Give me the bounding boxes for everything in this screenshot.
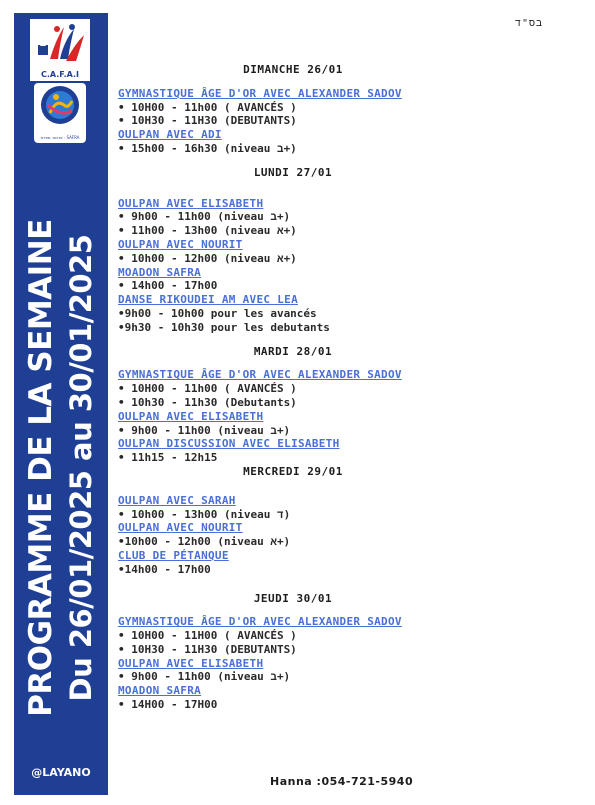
time-slot: • 9h00 - 11h00 (niveau ב+) xyxy=(118,210,291,224)
safra-emblem-icon xyxy=(34,83,86,127)
activity-title[interactable]: OULPAN DISCUSSION AVEC ELISABETH xyxy=(118,437,340,451)
cafai-logo xyxy=(30,19,90,81)
time-slot: • 14h00 - 17h00 xyxy=(118,279,218,293)
time-slot: •10h00 - 12h00 (niveau א+) xyxy=(118,535,291,549)
activity-title[interactable]: GYMNASTIQUE ÂGE D'OR AVEC ALEXANDER SADOV xyxy=(118,368,402,382)
time-slot: •9h30 - 10h30 pour les debutants xyxy=(118,320,330,334)
activity-title[interactable]: OULPAN AVEC ELISABETH xyxy=(118,409,264,423)
day-title: JEUDI 30/01 xyxy=(253,591,333,605)
activity-title[interactable]: OULPAN AVEC ELISABETH xyxy=(118,656,264,670)
cafai-emblem-icon xyxy=(30,19,90,69)
time-slot: • 10h00 - 12h00 (niveau א+) xyxy=(118,251,297,265)
logo-text-2: אדמור ספרא · SAFRA xyxy=(40,135,80,140)
time-slot: • 10h00 - 13h00 (niveau ד) xyxy=(118,507,291,521)
time-slot: • 15h00 - 16h30 (niveau ב+) xyxy=(118,141,297,155)
contact-phone: Hanna :054-721-5940 xyxy=(270,775,414,788)
time-slot: • 10h30 - 11h30 (Debutants) xyxy=(118,395,297,409)
day-title: MERCREDI 29/01 xyxy=(243,464,343,478)
time-slot: • 10H00 - 11h00 ( AVANCÉS ) xyxy=(118,100,297,114)
time-slot: • 10H00 - 11H00 ( AVANCÉS ) xyxy=(118,629,297,643)
schedule xyxy=(118,63,468,712)
time-slot: • 11h00 - 13h00 (niveau א+) xyxy=(118,224,297,238)
time-slot: • 14H00 - 17H00 xyxy=(118,698,218,712)
activity-title[interactable]: OULPAN AVEC ADI xyxy=(118,128,222,142)
time-slot: •9h00 - 10h00 pour les avancés xyxy=(118,306,317,320)
time-slot: •14h00 - 17h00 xyxy=(118,562,211,576)
time-slot: • 9h00 - 11h00 (niveau ב+) xyxy=(118,423,291,437)
time-slot: • 10H30 - 11H30 (DEBUTANTS) xyxy=(118,642,297,656)
time-slot: • 9h00 - 11h00 (niveau ב+) xyxy=(118,670,291,684)
sidebar xyxy=(14,13,108,795)
activity-title[interactable]: GYMNASTIQUE ÂGE D'OR AVEC ALEXANDER SADOV xyxy=(118,615,402,629)
activity-title[interactable]: MOADON SAFRA xyxy=(118,684,202,698)
safra-logo xyxy=(34,83,86,143)
activity-title[interactable]: DANSE RIKOUDEI AM AVEC LEA xyxy=(118,293,298,307)
title-line-2: Du 26/01/2025 au 30/01/2025 xyxy=(64,234,98,702)
activity-title[interactable]: GYMNASTIQUE ÂGE D'OR AVEC ALEXANDER SADOV xyxy=(118,86,402,100)
activity-title[interactable]: MOADON SAFRA xyxy=(118,265,202,279)
day-title: LUNDI 27/01 xyxy=(253,165,333,179)
activity-title[interactable]: OULPAN AVEC NOURIT xyxy=(118,521,243,535)
activity-title[interactable]: OULPAN AVEC SARAH xyxy=(118,493,236,507)
vertical-title xyxy=(21,219,101,717)
title-line-1: PROGRAMME DE LA SEMAINE xyxy=(23,219,59,717)
day-title: MARDI 28/01 xyxy=(253,344,333,358)
time-slot: • 11h15 - 12h15 xyxy=(118,451,218,465)
activity-title[interactable]: CLUB DE PÉTANQUE xyxy=(118,548,229,562)
bsd-header: בס"ד xyxy=(515,18,544,29)
day-title: DIMANCHE 26/01 xyxy=(243,63,343,76)
time-slot: • 10H30 - 11H30 (DEBUTANTS) xyxy=(118,114,297,128)
activity-title[interactable]: OULPAN AVEC ELISABETH xyxy=(118,196,264,210)
logo-text: C.A.F.A.I xyxy=(41,70,79,79)
time-slot: • 10H00 - 11h00 ( AVANCÉS ) xyxy=(118,382,297,396)
social-handle: @LAYANO xyxy=(31,766,91,779)
activity-title[interactable]: OULPAN AVEC NOURIT xyxy=(118,237,243,251)
